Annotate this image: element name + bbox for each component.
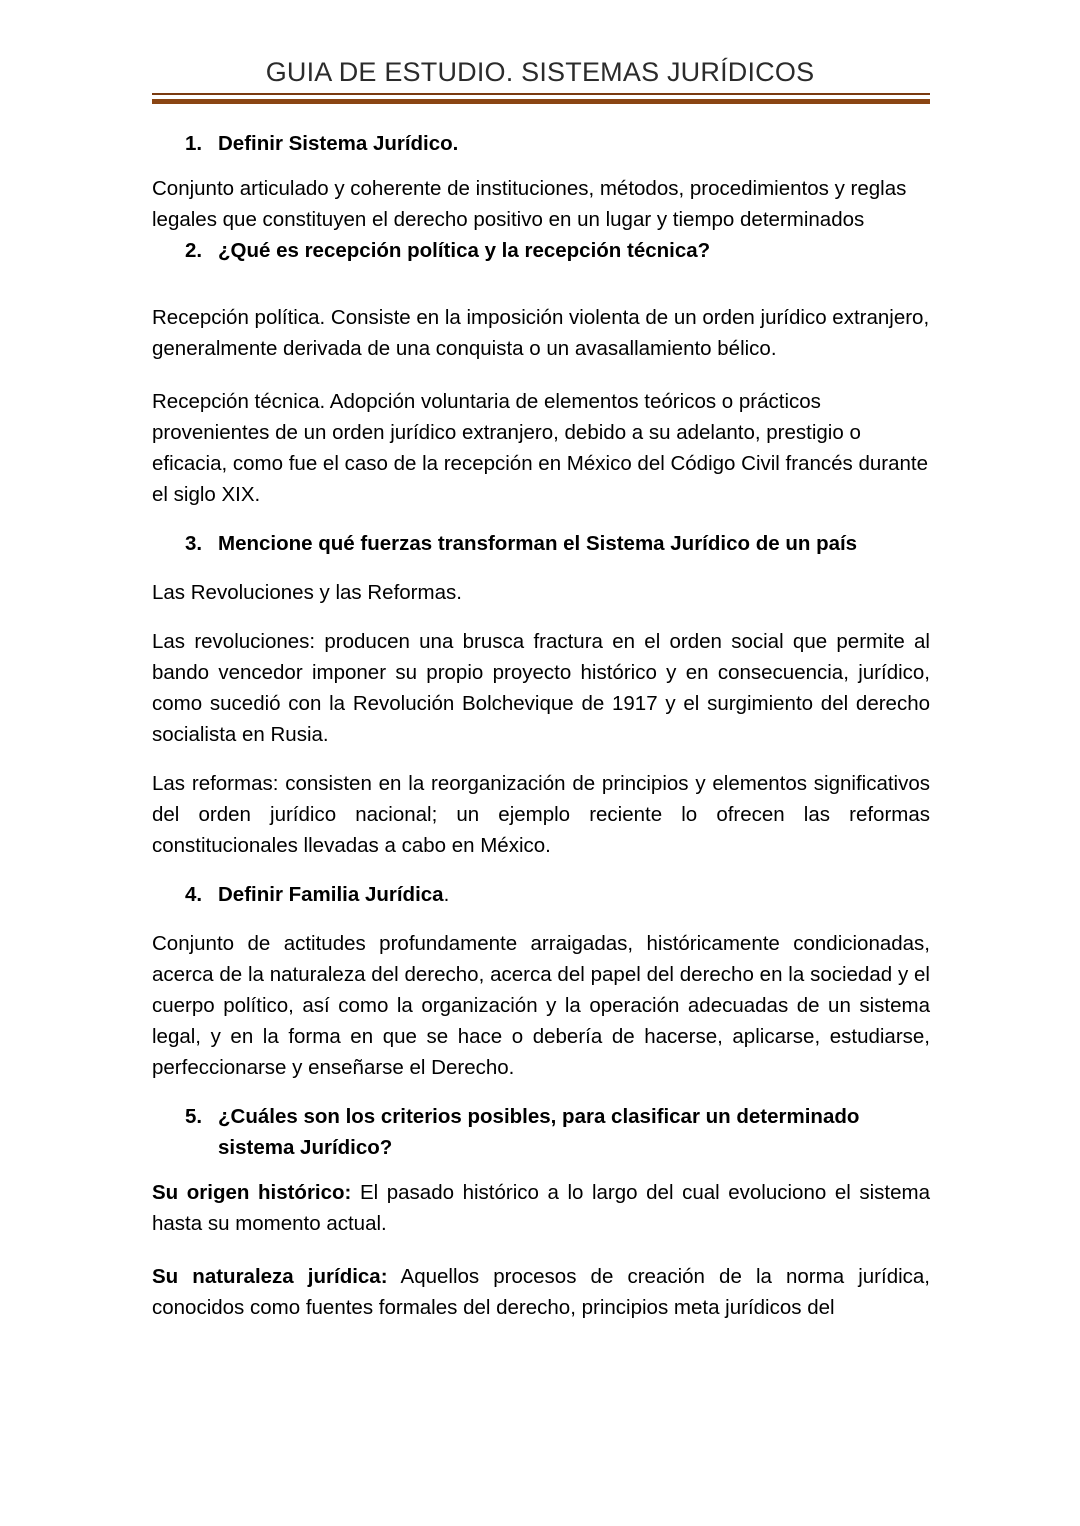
- question-heading-4: [152, 879, 930, 910]
- paragraph-3-2: Las revoluciones: producen una brusca fractura en el orden social que permite al bando vencedor imponer su propio proyecto histórico y en consecuencia, jurídico, como sucedió con la Revolución Bolchevique de 1917 y el surgimiento del derecho socialista en Rusia.: [152, 630, 930, 746]
- question-text-3: Mencione qué fuerzas transforman el Sistema Jurídico de un país: [218, 532, 858, 555]
- question-text-2: ¿Qué es recepción política y la recepción técnica?: [218, 239, 711, 262]
- question-text-4-bold: Definir Familia Jurídica: [218, 883, 444, 906]
- question-text-1: Definir Sistema Jurídico.: [218, 132, 459, 155]
- criterion-2: [152, 1261, 930, 1323]
- paragraph-2-1: Recepción política. Consiste en la imposición violenta de un orden jurídico extranjero, generalmente derivada de una conquista o un avasallamiento bélico.: [152, 306, 930, 360]
- question-text-4: [218, 879, 930, 910]
- document-body: [152, 104, 930, 1323]
- question-number-5: 5.: [185, 1105, 203, 1128]
- paragraph-1-1: Conjunto articulado y coherente de instituciones, métodos, procedimientos y reglas legales que constituyen el derecho positivo en un lugar y tiempo determinados: [152, 177, 907, 231]
- criterion-1-lead: Su origen histórico:: [152, 1181, 352, 1204]
- criterion-2-text: Aquellos procesos de creación de la norma jurídica, conocidos como fuentes formales del derecho, principios meta jurídicos del: [152, 1265, 930, 1319]
- question-number-3: 3.: [185, 532, 203, 555]
- criterion-1: [152, 1177, 930, 1239]
- paragraph-4-1: Conjunto de actitudes profundamente arraigadas, históricamente condicionadas, acerca de la naturaleza del derecho, acerca del papel del derecho en la sociedad y el cuerpo político, así como la organización y la operación adecuadas de un sistema legal, y en la forma en que se hace o debería de hacerse, aplicarse, estudiarse, perfeccionarse y enseñarse el Derecho.: [152, 932, 930, 1079]
- question-text-5: ¿Cuáles son los criterios posibles, para clasificar un determinado sistema Jurídico?: [218, 1105, 860, 1159]
- question-text-4-tail: .: [443, 883, 450, 906]
- question-number-2: 2.: [185, 239, 203, 262]
- question-heading-3: [152, 528, 930, 559]
- question-number-1: 1.: [185, 132, 203, 155]
- document-header: [0, 0, 1080, 104]
- paragraph-3-3: Las reformas: consisten en la reorganización de principios y elementos significativos del orden jurídico nacional; un ejemplo reciente lo ofrecen las reformas constitucionales llevadas a cabo en México.: [152, 772, 930, 857]
- question-heading-2: [152, 235, 930, 266]
- question-heading-5: [152, 1101, 930, 1163]
- question-number-4: 4.: [185, 883, 203, 906]
- header-divider: [152, 93, 930, 104]
- paragraph-3-1: Las Revoluciones y las Reformas.: [152, 581, 462, 604]
- criterion-2-lead: Su naturaleza jurídica:: [152, 1265, 388, 1288]
- question-heading-1: [152, 128, 930, 159]
- page-title: GUIA DE ESTUDIO. SISTEMAS JURÍDICOS: [265, 57, 815, 87]
- paragraph-2-2: Recepción técnica. Adopción voluntaria de elementos teóricos o prácticos provenientes de un orden jurídico extranjero, debido a su adelanto, prestigio o eficacia, como fue el caso de la recepción en México del Código Civil francés durante el siglo XIX.: [152, 390, 928, 506]
- criterion-1-text: El pasado histórico a lo largo del cual evoluciono el sistema hasta su momento actual.: [152, 1181, 930, 1235]
